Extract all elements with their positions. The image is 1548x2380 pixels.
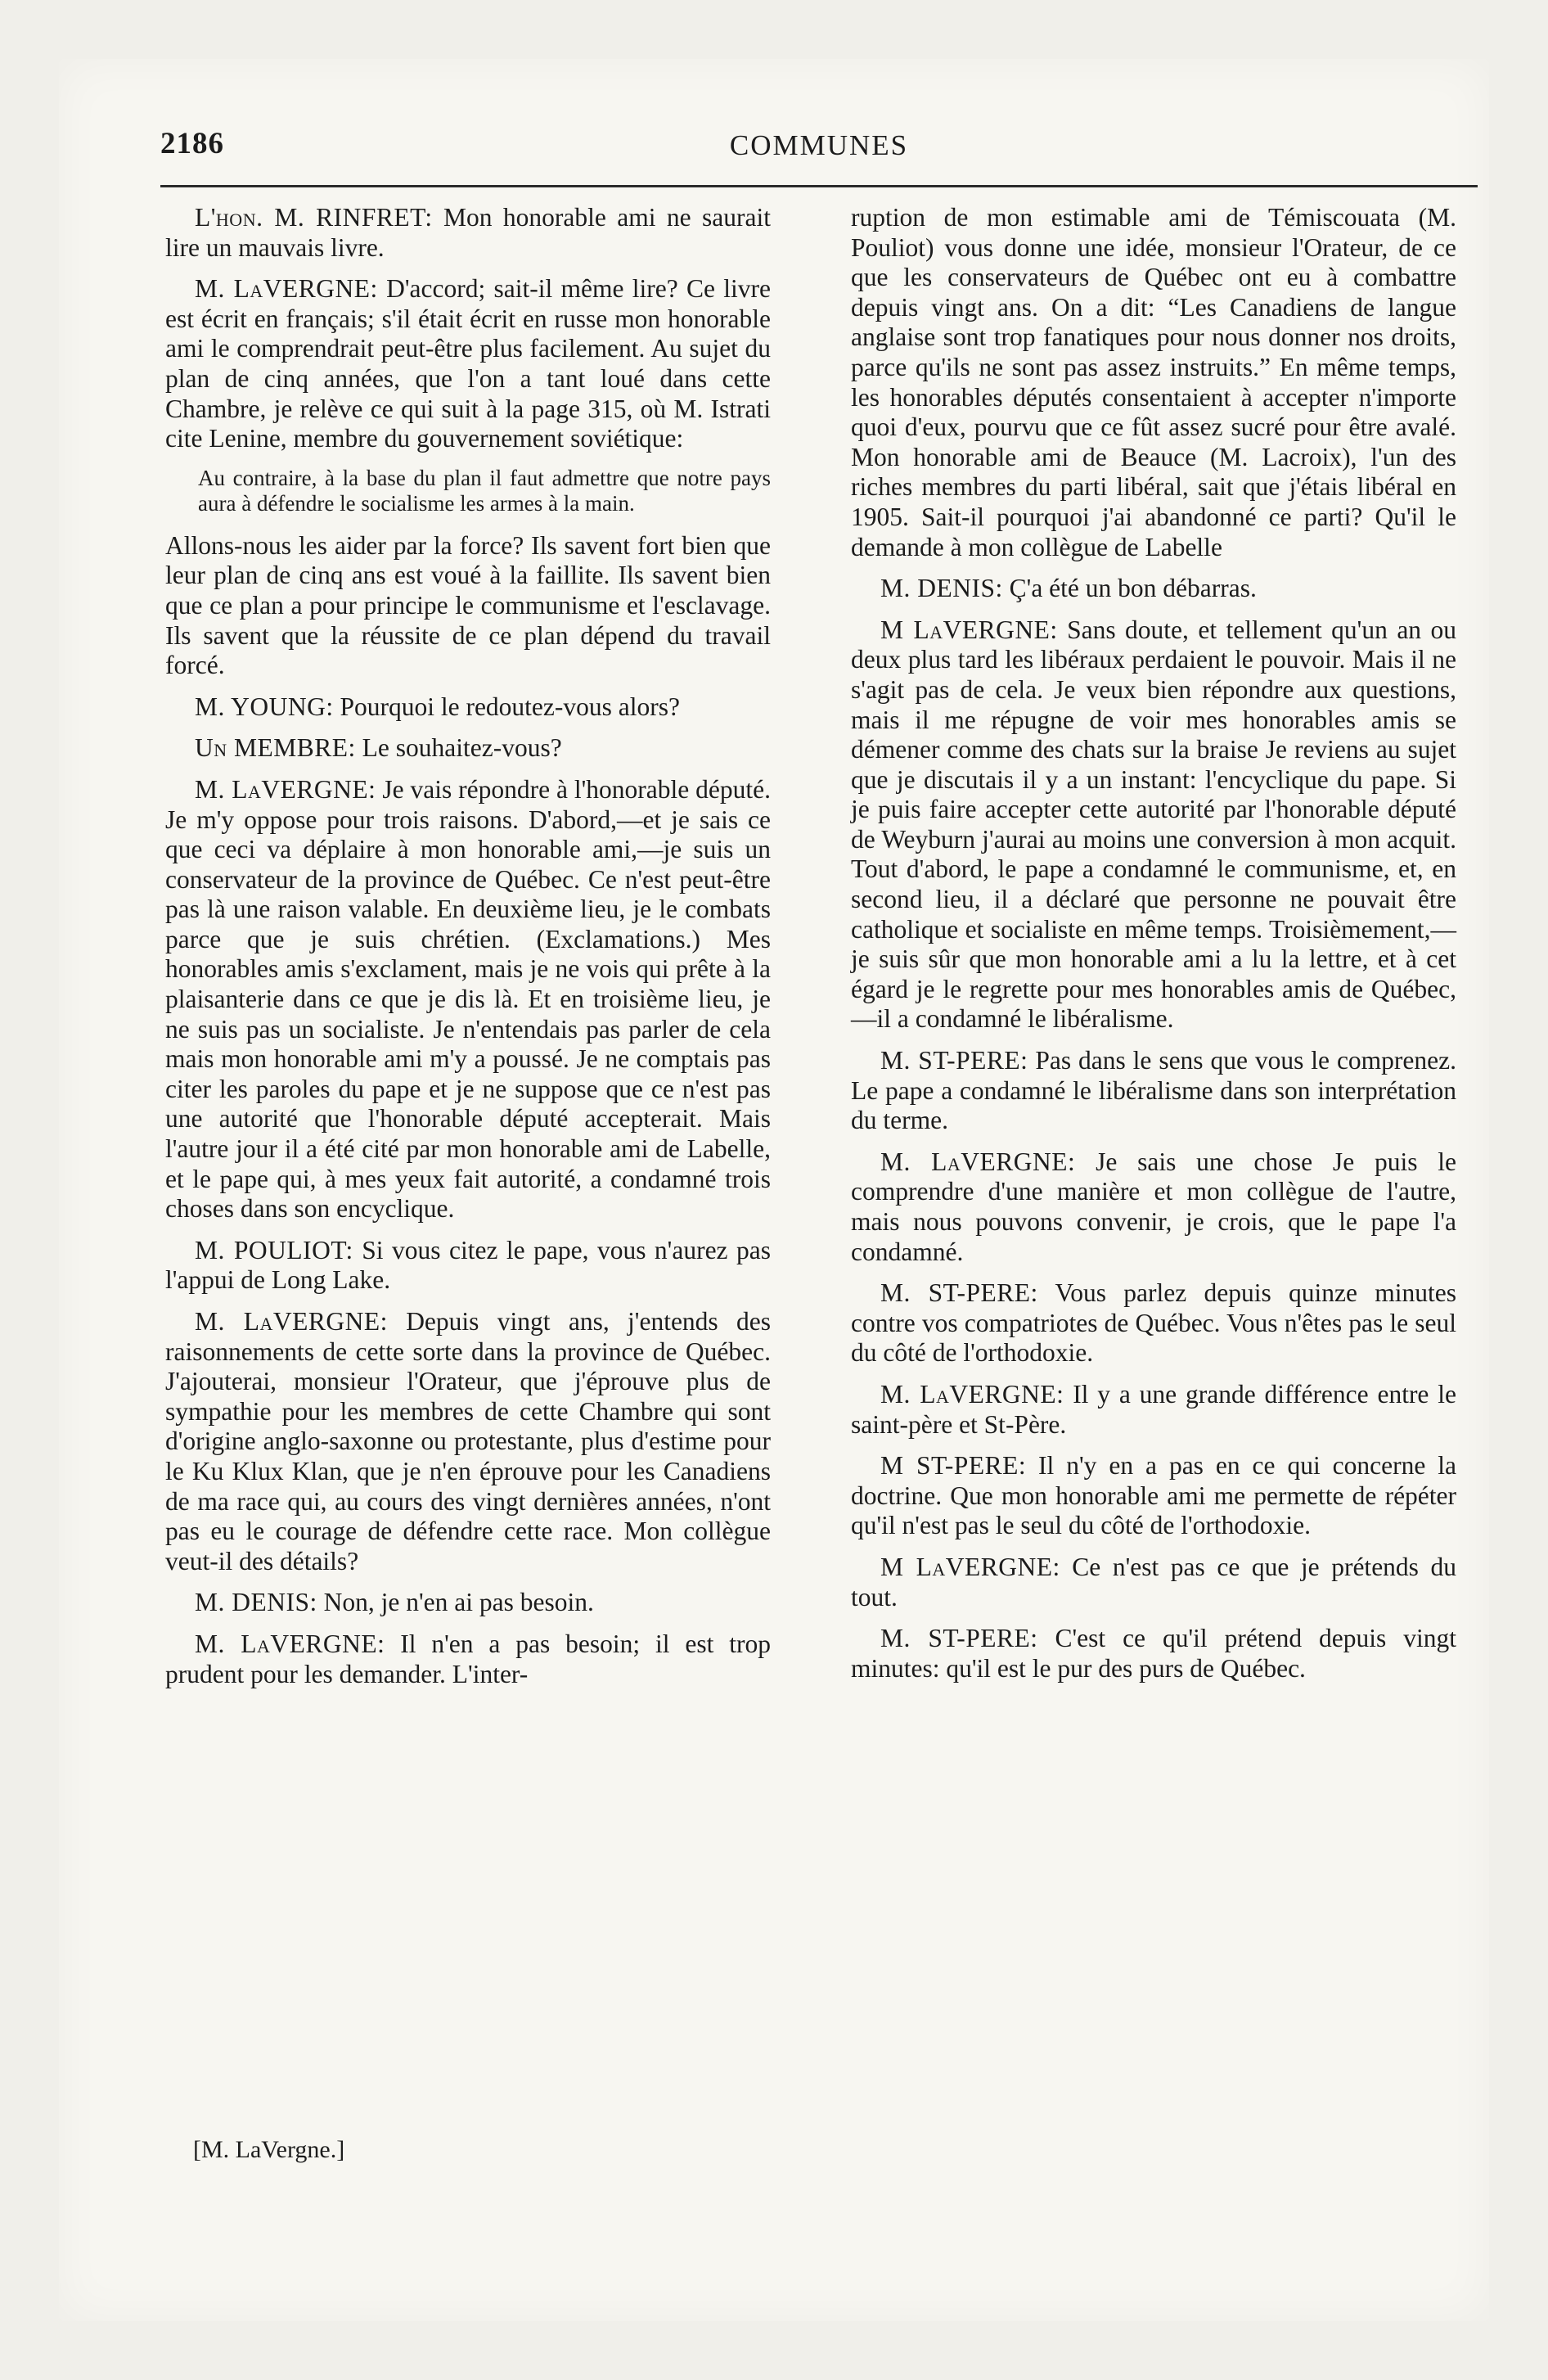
page-header xyxy=(160,126,1478,175)
speech-paragraph xyxy=(851,1046,1456,1136)
speech-paragraph xyxy=(165,692,771,723)
speaker-name: M. LaVERGNE: xyxy=(195,274,378,304)
speech-text: Il n'en a pas besoin; il est trop prudent pour les demander. L'inter- xyxy=(165,1629,771,1688)
speech-paragraph xyxy=(165,1307,771,1576)
speech-text: C'est ce qu'il prétend depuis vingt minutes: qu'il est le pur des purs de Québec. xyxy=(851,1624,1456,1683)
speech-paragraph xyxy=(851,203,1456,562)
speech-text: Si vous citez le pape, vous n'aurez pas l'appui de Long Lake. xyxy=(165,1235,771,1295)
speaker-name: M ST-PERE: xyxy=(880,1451,1027,1481)
speech-text: Vous parlez depuis quinze minutes contre vos compatriotes de Québec. Vous n'êtes pas le seul du côté de l'orthodoxie. xyxy=(851,1278,1456,1368)
speech-text: Ce n'est pas ce que je prétends du tout. xyxy=(851,1552,1456,1611)
speaker-name: M. LaVERGNE: xyxy=(880,1147,1076,1176)
speaker-name: M. ST-PERE: xyxy=(880,1278,1038,1308)
speaker-name: M. DENIS: xyxy=(880,574,1003,603)
right-column xyxy=(851,203,1456,1695)
speech-paragraph xyxy=(165,1236,771,1296)
speech-text: Sans doute, et tellement qu'un an ou deux plus tard les libéraux perdaient le pouvoir. Mais il ne s'agit pas de cela. Je veux bien répondre aux questions, mais il me répugne de voir mes honorables amis se démener comme des chats sur la braise Je reviens au sujet que je discutais il y a un instant: l'encyclique du pape. Si je puis faire accepter cette autorité par l'honorable député de Weyburn j'aurai au moins une conversion à mon acquit. Tout d'abord, le pape a condamné le communisme, et, en second lieu, il a déclaré que personne ne pouvait être catholique et socialiste en même temps. Troisièmement,—je suis sûr que mon honorable ami a lu la lettre, et à cet égard je le regrette pour mes honorables amis de Québec,—il a condamné le libéralisme. xyxy=(851,615,1457,1034)
speech-text: Mon honorable ami ne saurait lire un mauvais livre. xyxy=(165,203,771,262)
speech-text: Pourquoi le redoutez-vous alors? xyxy=(340,692,680,721)
header-rule xyxy=(160,185,1478,187)
speaker-name: Un MEMBRE: xyxy=(195,733,356,763)
speech-text: D'accord; sait-il même lire? Ce livre est écrit en français; s'il était écrit en russe mon honorable ami le comprendrait peut-être plus facilement. Au sujet du plan de cinq années, que l'on a tant loué dans cette Chambre, je relève ce qui suit à la page 315, où M. Istrati cite Lenine, membre du gouvernement soviétique: xyxy=(165,274,772,453)
speech-paragraph xyxy=(851,1380,1456,1440)
speech-text: Non, je n'en ai pas besoin. xyxy=(323,1588,594,1617)
speaker-name: M. LaVERGNE: xyxy=(880,1379,1064,1409)
speech-paragraph xyxy=(165,203,771,263)
speech-paragraph xyxy=(165,1629,771,1689)
speaker-name: M. LaVERGNE: xyxy=(195,1307,388,1336)
speech-text: ruption de mon estimable ami de Témiscouata (M. Pouliot) vous donne une idée, monsieur l'Orateur, de ce que les conservateurs de Québec ont eu à combattre depuis vingt ans. On a dit: “Les Canadiens de langue anglaise sont trop fanatiques pour nous donner nos droits, parce qu'ils ne sont pas assez instruits.” En même temps, les honorables députés consentaient à accepter n'importe quoi d'eux, pourvu que ce fût assez sucré pour être avalé. Mon honorable ami de Beauce (M. Lacroix), l'un des riches membres du parti libéral, sait que j'étais libéral en 1905. Sait-il pourquoi j'ai abandonné ce parti? Qu'il le demande à mon collègue de Labelle xyxy=(851,203,1456,561)
speech-paragraph xyxy=(165,775,771,1224)
speech-text: Allons-nous les aider par la force? Ils savent fort bien que leur plan de cinq ans est voué à la faillite. Ils savent bien que ce plan a pour principe le communisme et l'esclavage. Ils savent que la réussite de ce plan dépend du travail forcé. xyxy=(165,530,771,680)
speaker-name: M. ST-PERE: xyxy=(880,1624,1038,1653)
speech-paragraph xyxy=(851,1553,1456,1612)
speech-paragraph xyxy=(165,274,771,454)
running-head: COMMUNES xyxy=(729,129,909,161)
speech-paragraph xyxy=(165,531,771,681)
page-number: 2186 xyxy=(160,127,224,160)
speaker-name: M. POULIOT: xyxy=(195,1235,353,1264)
speech-text: Pas dans le sens que vous le comprenez. Le pape a condamné le libéralisme dans son interprétation du terme. xyxy=(851,1046,1456,1135)
speech-text: Depuis vingt ans, j'entends des raisonnements de cette sorte dans la province de Québec. J'ajouterai, monsieur l'Orateur, que j'éprouve plus de sympathie pour les membres de cette Chambre qui sont d'origine anglo-saxonne ou protestante, plus d'estime pour le Ku Klux Klan, que je n'en éprouve pour les Canadiens de ma race qui, au cours des vingt dernières années, n'ont pas eu le courage de défendre cette race. Mon collègue veut-il des détails? xyxy=(165,1307,772,1575)
speech-text: Je sais une chose Je puis le comprendre d'une manière et mon collègue de l'autre, mais nous pouvons convenir, je crois, que le pape l'a condamné. xyxy=(851,1147,1456,1266)
speaker-name: L'hon. M. RINFRET: xyxy=(195,203,433,232)
speech-text: Il y a une grande différence entre le saint-père et St-Père. xyxy=(851,1379,1456,1439)
speech-text: Je vais répondre à l'honorable député. Je m'y oppose pour trois raisons. D'abord,—et je sais ce que ceci va déplaire à mon honorable ami,—je suis un conservateur de la province de Québec. Ce n'est peut-être pas là une raison valable. En deuxième lieu, je le combats parce que je suis chrétien. (Exclamations.) Mes honorables amis s'exclament, mais je ne vois qui prête à la plaisanterie dans ce que je dis là. Et en troisième lieu, je ne suis pas un socialiste. Je n'entendais pas parler de cela mais mon honorable ami m'y a poussé. Je ne comptais pas citer les paroles du pape et je ne suppose que ce n'est pas une autorité que l'honorable député accepterait. Mais l'autre jour il a été cité par mon honorable ami de Labelle, et le pape qui, à mes yeux fait autorité, a condamné trois choses dans son encyclique. xyxy=(165,774,772,1224)
speaker-name: M LaVERGNE: xyxy=(880,1552,1060,1581)
speaker-name: M. LaVERGNE: xyxy=(195,774,376,804)
speaker-name: M. DENIS: xyxy=(195,1588,317,1617)
speech-paragraph xyxy=(851,1278,1456,1368)
speech-paragraph xyxy=(165,733,771,764)
speaker-name: M. ST-PERE: xyxy=(880,1046,1028,1075)
speaker-name: M LaVERGNE: xyxy=(880,615,1058,644)
speech-paragraph xyxy=(851,1147,1456,1267)
block-quote: Au contraire, à la base du plan il faut admettre que notre pays aura à défendre le socialisme les armes à la main. xyxy=(198,465,771,516)
speech-paragraph xyxy=(851,1624,1456,1684)
speech-text: Ç'a été un bon débarras. xyxy=(1009,574,1257,603)
speech-paragraph xyxy=(165,1588,771,1618)
speech-paragraph xyxy=(851,1451,1456,1541)
speech-text: Il n'y en a pas en ce qui concerne la doctrine. Que mon honorable ami me permette de répéter qu'il n'est pas le seul du côté de l'orthodoxie. xyxy=(851,1451,1456,1540)
speaker-name: M. YOUNG: xyxy=(195,692,334,721)
speaker-name: M. LaVERGNE: xyxy=(195,1629,385,1658)
speech-paragraph xyxy=(851,574,1456,604)
speech-paragraph xyxy=(851,615,1456,1034)
speech-text: Le souhaitez-vous? xyxy=(362,733,562,763)
speaker-footer-note: [M. LaVergne.] xyxy=(193,2136,345,2163)
left-column xyxy=(165,203,771,1701)
